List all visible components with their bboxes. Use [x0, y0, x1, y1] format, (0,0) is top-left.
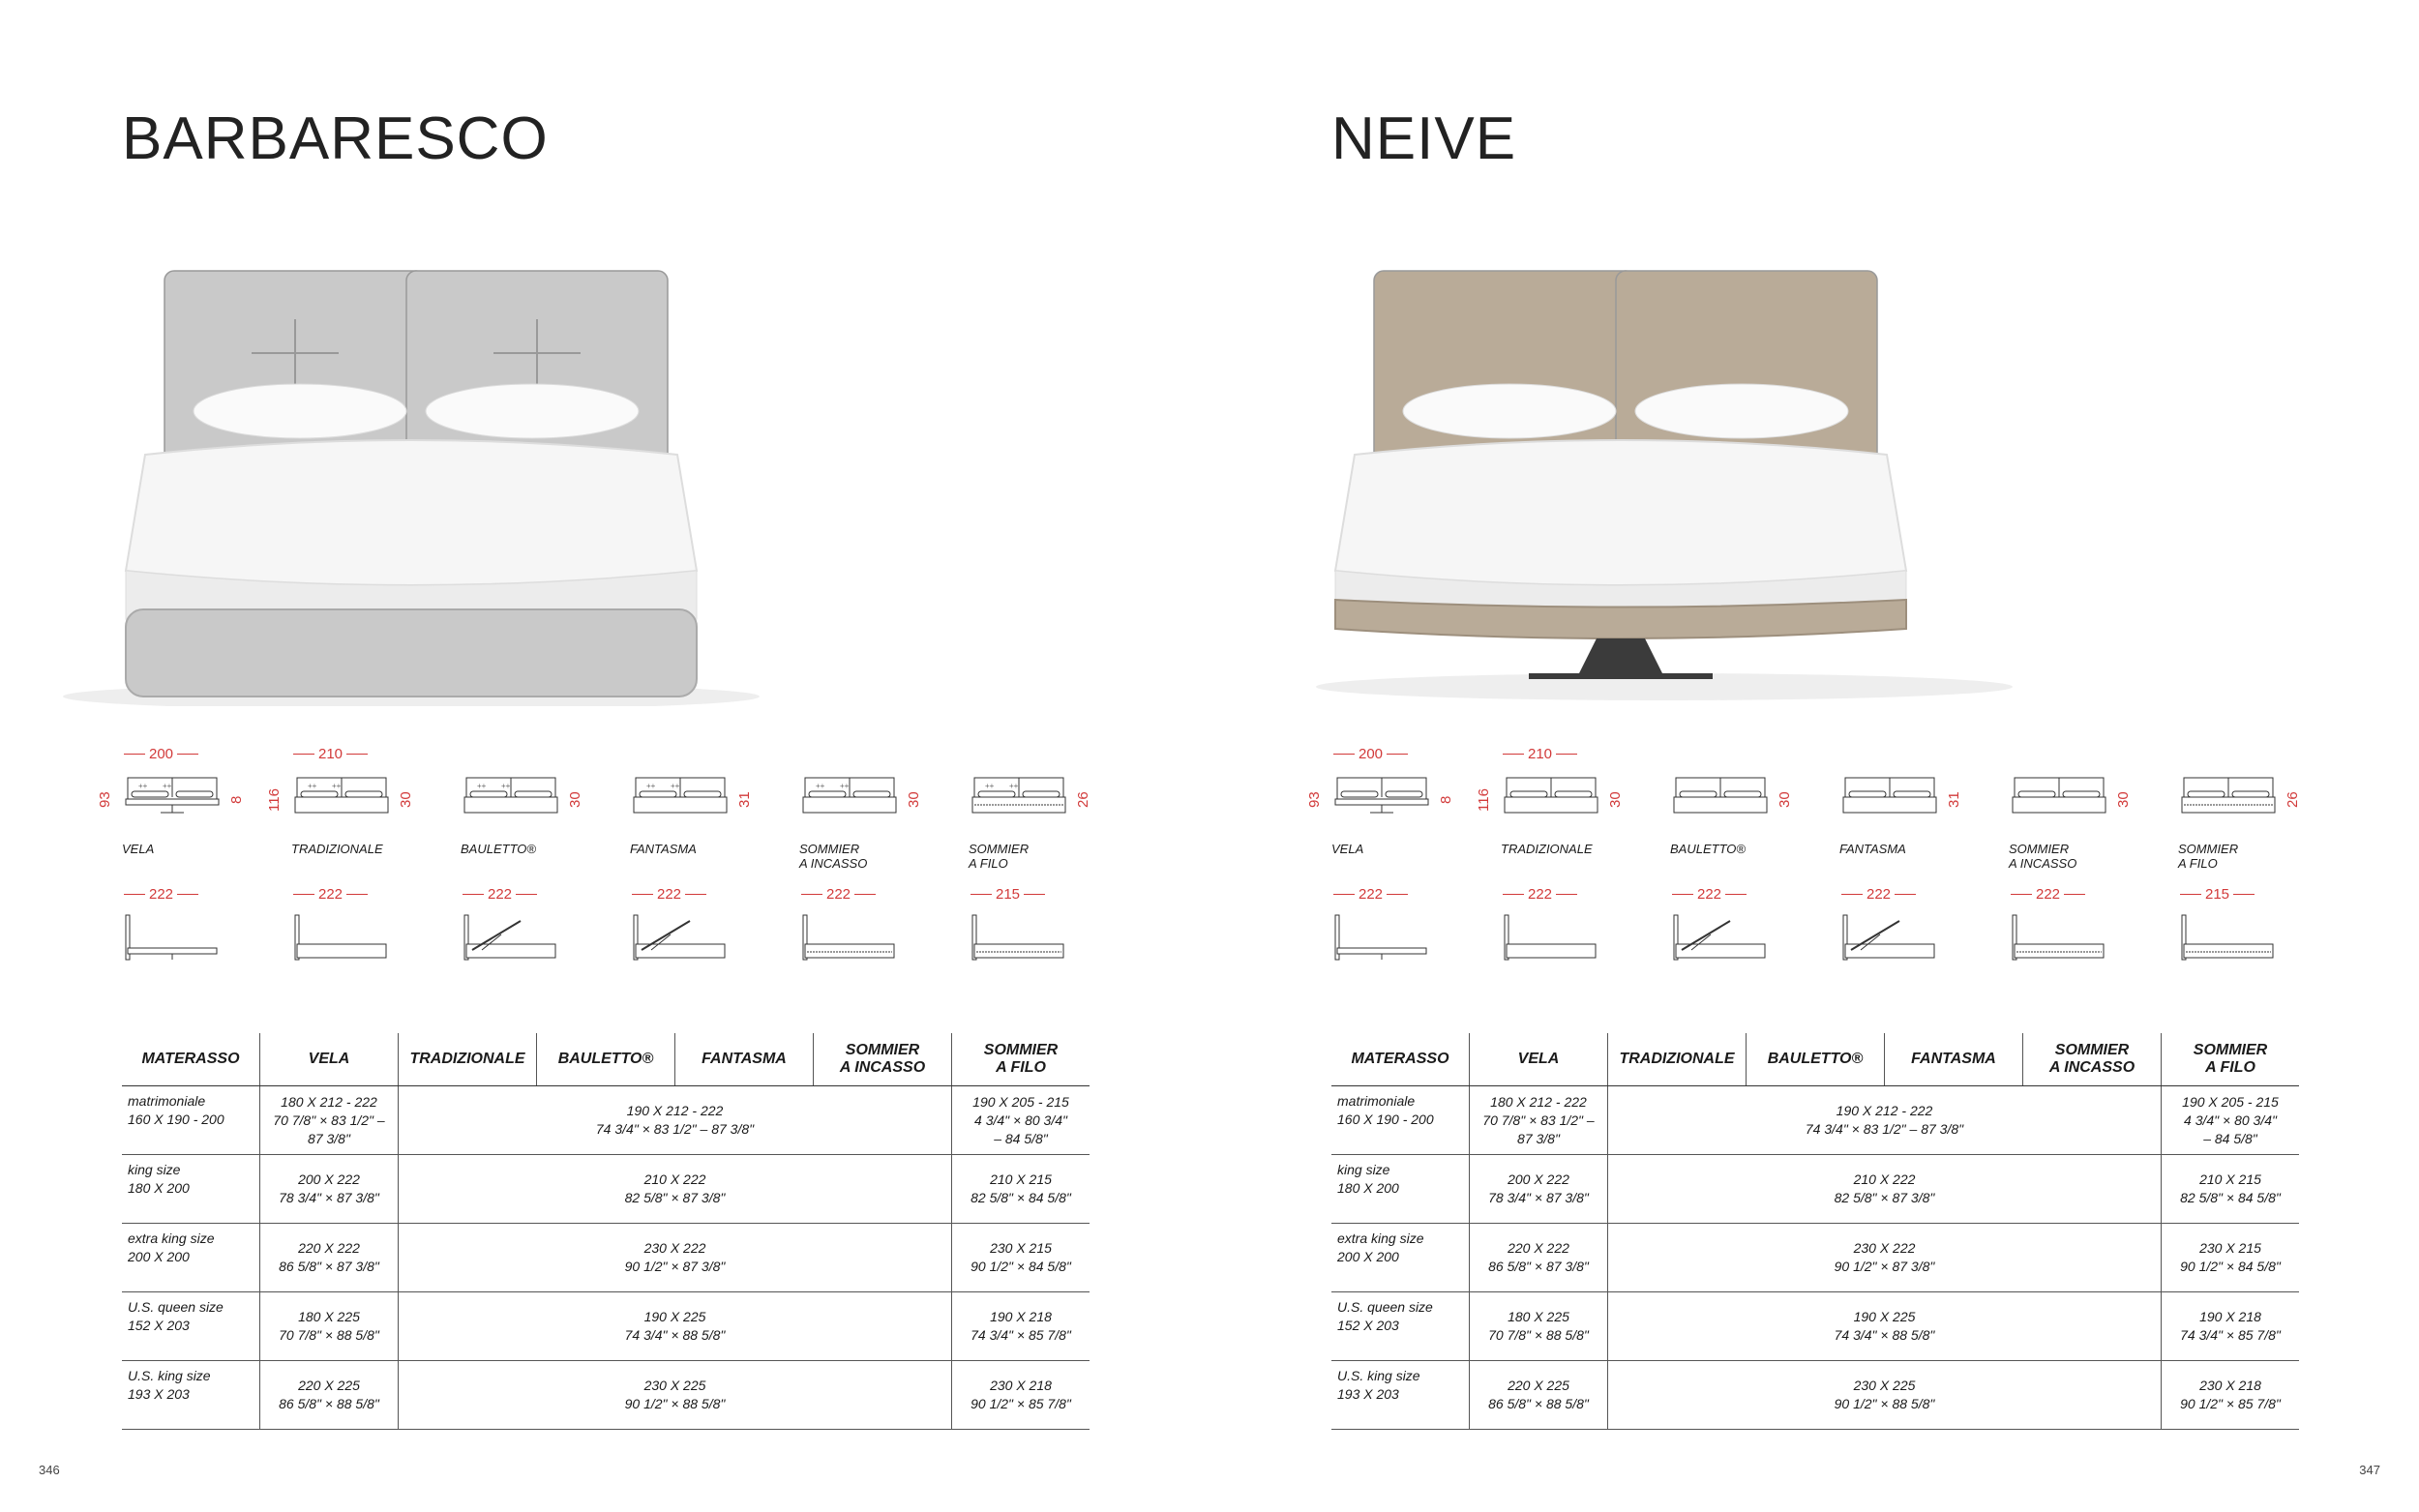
- vela-cell: 220 X 225 86 5/8" × 88 5/8": [1470, 1361, 1608, 1430]
- variant-4: [2001, 745, 2156, 977]
- variant-label: BAULETTO®: [1670, 842, 1746, 856]
- length-dimension: 215: [2180, 886, 2255, 903]
- column-header: VELA: [1470, 1033, 1608, 1086]
- svg-text:++: ++: [477, 782, 487, 790]
- front-view-diagram: [2011, 776, 2107, 820]
- shared-dimensions-cell: 230 X 225 90 1/2" × 88 5/8": [1608, 1361, 2162, 1430]
- vela-cell: 180 X 225 70 7/8" × 88 5/8": [1470, 1292, 1608, 1361]
- height-dimension: 116: [1476, 788, 1492, 812]
- filo-cell: 210 X 215 82 5/8" × 84 5/8": [2162, 1155, 2300, 1224]
- base-height-dimension: 30: [567, 791, 583, 809]
- side-view-diagram: [1503, 911, 1599, 969]
- variant-label: TRADIZIONALE: [291, 842, 383, 856]
- mattress-size-cell: king size 180 X 200: [122, 1155, 260, 1224]
- table-row: [1331, 1292, 2299, 1361]
- variant-label: SOMMIER A FILO: [2178, 842, 2239, 871]
- filo-cell: 210 X 215 82 5/8" × 84 5/8": [952, 1155, 1090, 1224]
- variant-1: [266, 745, 438, 977]
- vela-cell: 180 X 212 - 222 70 7/8" × 83 1/2" – 87 3/8": [260, 1086, 399, 1155]
- column-header: BAULETTO®: [537, 1033, 675, 1086]
- base-height-dimension: 30: [2115, 791, 2132, 809]
- shared-dimensions-cell: 190 X 225 74 3/4" × 88 5/8": [1608, 1292, 2162, 1361]
- side-view-diagram: [1841, 911, 1938, 969]
- filo-cell: 230 X 215 90 1/2" × 84 5/8": [952, 1224, 1090, 1292]
- vela-cell: 220 X 222 86 5/8" × 87 3/8": [1470, 1224, 1608, 1292]
- side-view-diagram: [1333, 911, 1430, 969]
- column-header: FANTASMA: [1885, 1033, 2023, 1086]
- filo-cell: 190 X 205 - 215 4 3/4" × 80 3/4" – 84 5/8": [2162, 1086, 2300, 1155]
- length-dimension: 222: [2011, 886, 2085, 903]
- height-dimension: 93: [1306, 791, 1323, 809]
- table-row: [1331, 1361, 2299, 1430]
- front-view-diagram: [2180, 776, 2277, 820]
- page-number: 346: [39, 1463, 60, 1477]
- column-header: TRADIZIONALE: [399, 1033, 537, 1086]
- column-header: FANTASMA: [675, 1033, 814, 1086]
- table-row: [1331, 1155, 2299, 1224]
- front-view-diagram: [801, 776, 898, 820]
- table-row: [122, 1361, 1090, 1430]
- variant-0: [97, 745, 269, 977]
- base-height-dimension: 8: [1438, 795, 1454, 805]
- shared-dimensions-cell: 190 X 212 - 222 74 3/4" × 83 1/2" – 87 3/8": [1608, 1086, 2162, 1155]
- mattress-size-cell: U.S. queen size 152 X 203: [1331, 1292, 1470, 1361]
- vela-cell: 180 X 212 - 222 70 7/8" × 83 1/2" – 87 3/8": [1470, 1086, 1608, 1155]
- svg-text:++: ++: [1009, 782, 1019, 790]
- side-view-diagram: [801, 911, 898, 969]
- variant-1: [1476, 745, 1648, 977]
- length-dimension: 222: [463, 886, 537, 903]
- bed-photo: [1268, 242, 2061, 706]
- vela-cell: 180 X 225 70 7/8" × 88 5/8": [260, 1292, 399, 1361]
- filo-cell: 230 X 215 90 1/2" × 84 5/8": [2162, 1224, 2300, 1292]
- shared-dimensions-cell: 230 X 222 90 1/2" × 87 3/8": [399, 1224, 952, 1292]
- base-height-dimension: 31: [1946, 791, 1962, 809]
- front-view-diagram: [1333, 776, 1430, 820]
- svg-text:++: ++: [646, 782, 656, 790]
- height-dimension: 93: [97, 791, 113, 809]
- width-dimension: 200: [1333, 745, 1408, 762]
- vela-cell: 200 X 222 78 3/4" × 87 3/8": [1470, 1155, 1608, 1224]
- length-dimension: 222: [1503, 886, 1577, 903]
- filo-cell: 230 X 218 90 1/2" × 85 7/8": [2162, 1361, 2300, 1430]
- variant-label: TRADIZIONALE: [1501, 842, 1593, 856]
- svg-text:++: ++: [501, 782, 511, 790]
- side-view-diagram: [971, 911, 1067, 969]
- filo-cell: 190 X 218 74 3/4" × 85 7/8": [952, 1292, 1090, 1361]
- front-view-diagram: [971, 776, 1067, 820]
- variant-5: [961, 745, 1116, 977]
- shared-dimensions-cell: 230 X 225 90 1/2" × 88 5/8": [399, 1361, 952, 1430]
- svg-text:++: ++: [308, 782, 317, 790]
- length-dimension: 222: [1672, 886, 1747, 903]
- shared-dimensions-cell: 230 X 222 90 1/2" × 87 3/8": [1608, 1224, 2162, 1292]
- column-header: MATERASSO: [1331, 1033, 1470, 1086]
- shared-dimensions-cell: 190 X 225 74 3/4" × 88 5/8": [399, 1292, 952, 1361]
- svg-text:++: ++: [138, 782, 148, 790]
- front-view-diagram: [1503, 776, 1599, 820]
- length-dimension: 222: [1841, 886, 1916, 903]
- height-dimension: 116: [266, 788, 283, 812]
- column-header: BAULETTO®: [1747, 1033, 1885, 1086]
- shared-dimensions-cell: 210 X 222 82 5/8" × 87 3/8": [399, 1155, 952, 1224]
- svg-text:++: ++: [840, 782, 850, 790]
- base-height-dimension: 30: [1777, 791, 1793, 809]
- mattress-size-cell: U.S. king size 193 X 203: [1331, 1361, 1470, 1430]
- length-dimension: 222: [801, 886, 876, 903]
- mattress-size-cell: extra king size 200 X 200: [1331, 1224, 1470, 1292]
- table-header-row: [122, 1033, 1090, 1086]
- svg-text:++: ++: [163, 782, 172, 790]
- variant-5: [2170, 745, 2325, 977]
- column-header: SOMMIER A INCASSO: [814, 1033, 952, 1086]
- variant-4: [791, 745, 946, 977]
- variant-label: VELA: [122, 842, 155, 856]
- variant-label: SOMMIER A INCASSO: [799, 842, 868, 871]
- page-right: [1210, 0, 2419, 1512]
- table-row: [1331, 1224, 2299, 1292]
- length-dimension: 222: [124, 886, 198, 903]
- variant-label: SOMMIER A INCASSO: [2009, 842, 2077, 871]
- vela-cell: 220 X 225 86 5/8" × 88 5/8": [260, 1361, 399, 1430]
- mattress-size-cell: U.S. queen size 152 X 203: [122, 1292, 260, 1361]
- base-height-dimension: 31: [736, 791, 753, 809]
- length-dimension: 222: [632, 886, 706, 903]
- front-view-diagram: [293, 776, 390, 820]
- svg-text:++: ++: [332, 782, 342, 790]
- table-row: [122, 1086, 1090, 1155]
- table-row: [122, 1292, 1090, 1361]
- svg-text:++: ++: [985, 782, 995, 790]
- side-view-diagram: [124, 911, 221, 969]
- front-view-diagram: [1672, 776, 1769, 820]
- side-view-diagram: [632, 911, 729, 969]
- column-header: MATERASSO: [122, 1033, 260, 1086]
- side-view-diagram: [1672, 911, 1769, 969]
- side-view-diagram: [293, 911, 390, 969]
- base-height-dimension: 30: [906, 791, 922, 809]
- table-header-row: [1331, 1033, 2299, 1086]
- variant-diagrams: [97, 745, 1111, 977]
- column-header: TRADIZIONALE: [1608, 1033, 1747, 1086]
- side-view-diagram: [2180, 911, 2277, 969]
- vela-cell: 220 X 222 86 5/8" × 87 3/8": [260, 1224, 399, 1292]
- front-view-diagram: [124, 776, 221, 820]
- page-number: 347: [2359, 1463, 2380, 1477]
- side-view-diagram: [2011, 911, 2107, 969]
- base-height-dimension: 26: [2285, 791, 2301, 809]
- mattress-size-cell: king size 180 X 200: [1331, 1155, 1470, 1224]
- filo-cell: 190 X 218 74 3/4" × 85 7/8": [2162, 1292, 2300, 1361]
- variant-3: [1832, 745, 1986, 977]
- variant-2: [1662, 745, 1817, 977]
- svg-text:++: ++: [671, 782, 680, 790]
- column-header: VELA: [260, 1033, 399, 1086]
- mattress-size-cell: extra king size 200 X 200: [122, 1224, 260, 1292]
- front-view-diagram: [463, 776, 559, 820]
- column-header: SOMMIER A INCASSO: [2023, 1033, 2162, 1086]
- variant-label: VELA: [1331, 842, 1364, 856]
- length-dimension: 215: [971, 886, 1045, 903]
- variant-2: [453, 745, 608, 977]
- variant-label: BAULETTO®: [461, 842, 536, 856]
- variant-label: FANTASMA: [1839, 842, 1906, 856]
- variant-label: FANTASMA: [630, 842, 697, 856]
- table-row: [122, 1224, 1090, 1292]
- width-dimension: 210: [1503, 745, 1577, 762]
- side-view-diagram: [463, 911, 559, 969]
- base-height-dimension: 8: [228, 795, 245, 805]
- length-dimension: 222: [293, 886, 368, 903]
- filo-cell: 230 X 218 90 1/2" × 85 7/8": [952, 1361, 1090, 1430]
- dimensions-table: [122, 1033, 1090, 1430]
- mattress-size-cell: matrimoniale 160 X 190 - 200: [122, 1086, 260, 1155]
- base-height-dimension: 26: [1075, 791, 1091, 809]
- dimensions-table: [1331, 1033, 2299, 1430]
- length-dimension: 222: [1333, 886, 1408, 903]
- column-header: SOMMIER A FILO: [952, 1033, 1090, 1086]
- variant-0: [1306, 745, 1478, 977]
- filo-cell: 190 X 205 - 215 4 3/4" × 80 3/4" – 84 5/8": [952, 1086, 1090, 1155]
- column-header: SOMMIER A FILO: [2162, 1033, 2300, 1086]
- svg-text:++: ++: [816, 782, 825, 790]
- table-row: [122, 1155, 1090, 1224]
- bed-photo: [58, 242, 851, 706]
- vela-cell: 200 X 222 78 3/4" × 87 3/8": [260, 1155, 399, 1224]
- shared-dimensions-cell: 210 X 222 82 5/8" × 87 3/8": [1608, 1155, 2162, 1224]
- mattress-size-cell: matrimoniale 160 X 190 - 200: [1331, 1086, 1470, 1155]
- variant-diagrams: [1306, 745, 2320, 977]
- width-dimension: 210: [293, 745, 368, 762]
- page-title: NEIVE: [1331, 105, 1517, 172]
- mattress-size-cell: U.S. king size 193 X 203: [122, 1361, 260, 1430]
- base-height-dimension: 30: [398, 791, 414, 809]
- base-height-dimension: 30: [1607, 791, 1624, 809]
- page-title: BARBARESCO: [122, 105, 549, 172]
- variant-3: [622, 745, 777, 977]
- front-view-diagram: [632, 776, 729, 820]
- width-dimension: 200: [124, 745, 198, 762]
- front-view-diagram: [1841, 776, 1938, 820]
- table-row: [1331, 1086, 2299, 1155]
- shared-dimensions-cell: 190 X 212 - 222 74 3/4" × 83 1/2" – 87 3/8": [399, 1086, 952, 1155]
- variant-label: SOMMIER A FILO: [969, 842, 1030, 871]
